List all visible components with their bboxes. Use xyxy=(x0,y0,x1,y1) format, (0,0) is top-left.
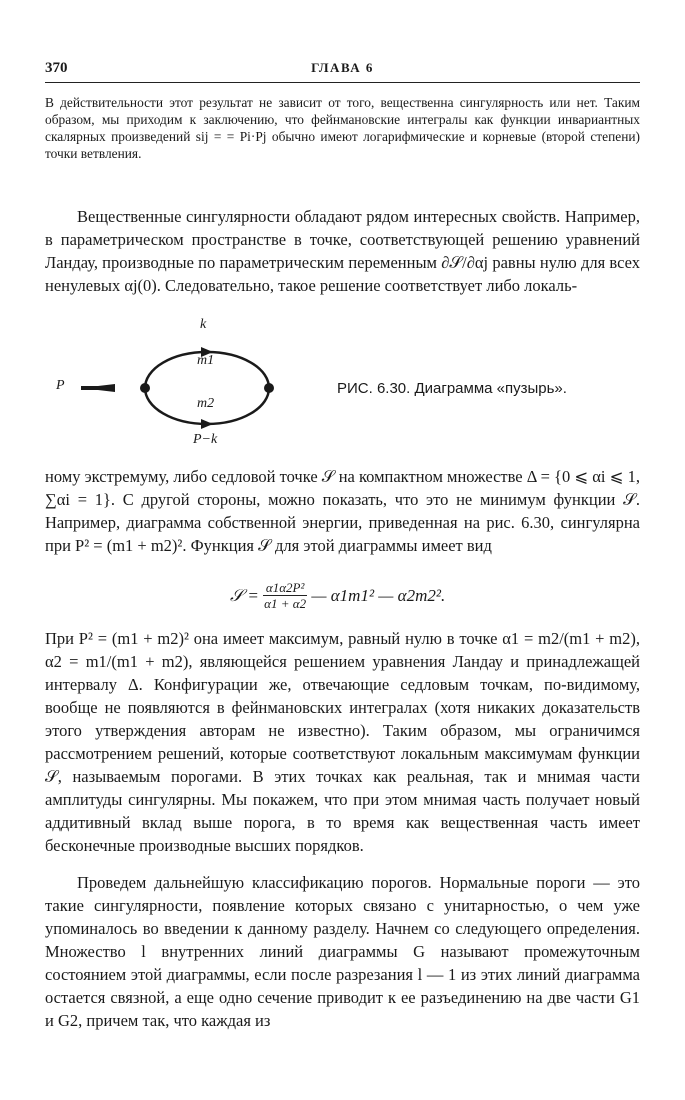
page-header xyxy=(45,58,640,84)
incoming-arrow-shaft xyxy=(81,386,101,390)
label-k: k xyxy=(200,317,207,332)
left-vertex xyxy=(140,383,150,393)
formula-lhs: 𝒮 = xyxy=(230,585,259,605)
lower-arrow-icon xyxy=(201,419,213,429)
label-m2: m2 xyxy=(197,396,215,411)
running-head: ГЛАВА 6 xyxy=(311,60,374,75)
footnote-text: В действительности этот результат не зависит от того, вещественна сингулярность или нет. Таким образом, мы приходим к заключению, что фейнмановские интегралы как функции инвариантных скалярных произведений sij = = Pi·Pj обычно имеют логарифмические и корневые (второй степени) точки ветвления. xyxy=(45,95,640,161)
header-rule xyxy=(45,82,640,83)
label-p-minus-k: P−k xyxy=(193,432,218,447)
label-p: P xyxy=(56,378,65,393)
bubble-diagram-figure xyxy=(45,318,640,458)
right-vertex xyxy=(264,383,274,393)
paragraph-2: ному экстремуму, либо седловой точке 𝒮 на компактном множестве Δ = {0 ⩽ αi ⩽ 1, ∑αi = 1}. С другой стороны, можно показать, что это не минимум функции 𝒮. Например, диаграмма собственной энергии, приведенная на рис. 6.30, сингулярна при P² = (m1 + m2)². Функция 𝒮 для этой диаграммы имеет вид xyxy=(45,467,640,555)
formula-fraction xyxy=(263,580,308,611)
paragraph-3: При P² = (m1 + m2)² она имеет максимум, равный нулю в точке α1 = m2/(m1 + m2), α2 = m1/(m1 + m2), являющейся решением уравнения Ландау и принадлежащей интервалу Δ. Конфигурации же, отвечающие седловым точкам, по-видимому, вообще не появляются в фейнмановских интегралах (хотя никаких доказательств этого утверждения авторам не известно). Таким образом, мы ограничимся рассмотрением решений, которые соответствуют локальным максимумам функции 𝒮, называемым порогами. В этих точках как реальная, так и мнимая части амплитуды сингулярны. Мы покажем, что при этом мнимая часть получает новый аддитивный вклад выше порога, в то время как вещественная часть имеет бесконечные производные высших порядков. xyxy=(45,629,640,855)
formula-denominator: α1 + α2 xyxy=(264,596,307,611)
formula-numerator: α1α2P² xyxy=(263,580,308,596)
paragraph-4: Проведем дальнейшую классификацию порогов. Нормальные пороги — это такие сингулярности, появление которых связано с унитарностью, о чем уже упоминалось во введении к данному разделу. Начнем со следующего определения. Множество l внутренних линий диаграммы G называют промежуточным состоянием этой диаграммы, если после разрезания l — 1 из этих линий диаграмма остается связной, а еще одно сечение приводит к ее разъединению на две части G1 и G2, причем так, что каждая из xyxy=(45,873,640,1030)
figure-caption: РИС. 6.30. Диаграмма «пузырь». xyxy=(337,380,567,397)
formula-rest: — α1m1² — α2m2². xyxy=(311,585,446,605)
formula xyxy=(230,580,445,611)
label-m1: m1 xyxy=(197,353,215,368)
paragraph-1: Вещественные сингулярности обладают рядом интересных свойств. Например, в параметрическом пространстве в точке, соответствующей решению уравнений Ландау, производные по параметрическим переменным ∂𝒮/∂αj равны нулю для всех ненулевых αj(0). Следовательно, такое решение соответствует либо локаль- xyxy=(45,207,640,295)
page-number: 370 xyxy=(45,60,68,76)
